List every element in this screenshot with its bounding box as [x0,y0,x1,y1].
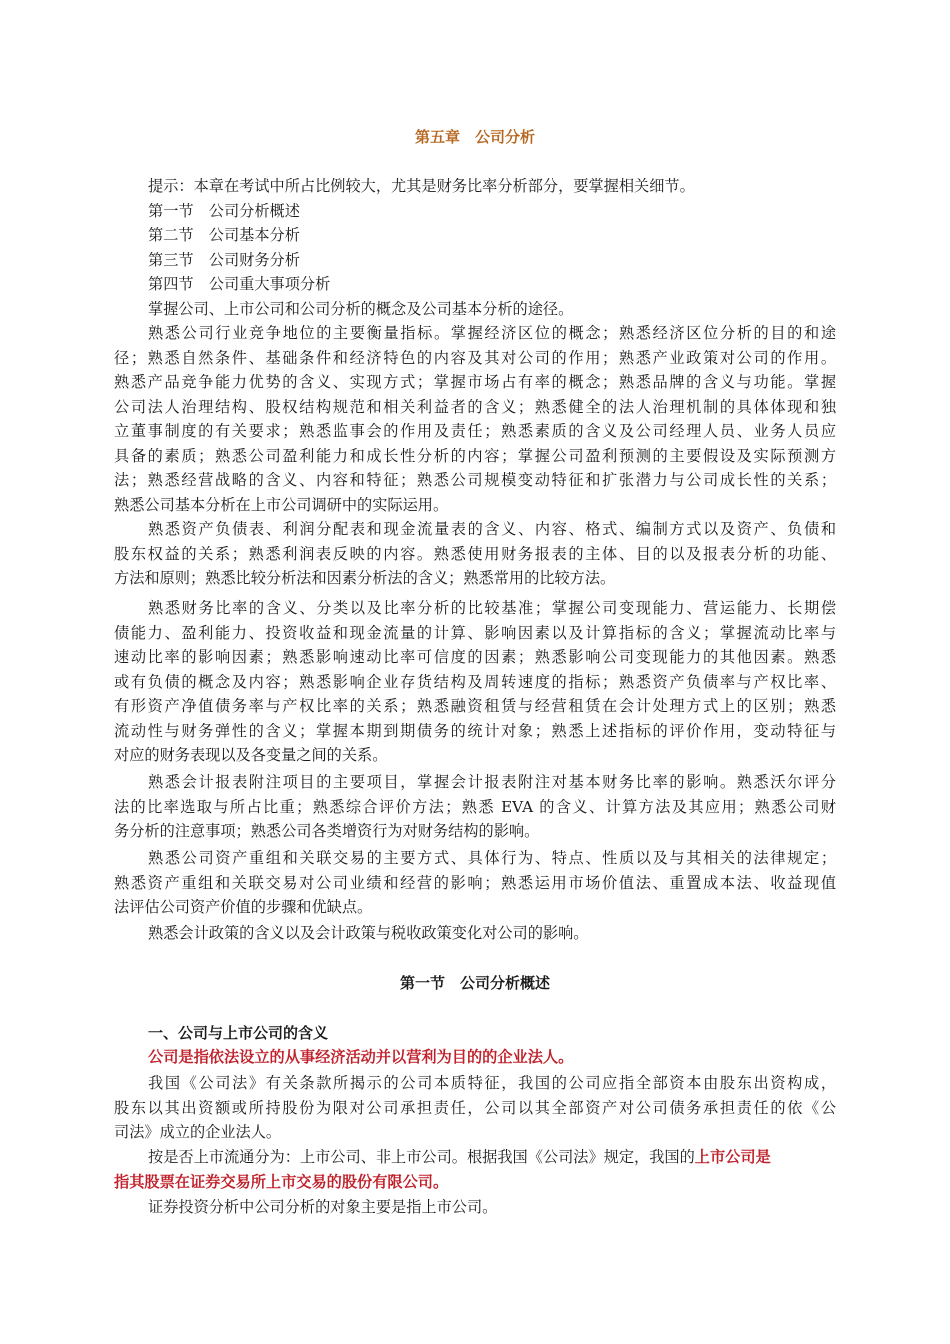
paragraph-line: 熟悉会计政策的含义以及会计政策与税收政策变化对公司的影响。 [148,924,589,942]
intro-section-4: 第四节 公司重大事项分析 [148,275,331,293]
intro-section-2: 第二节 公司基本分析 [148,226,300,244]
paragraph-5 [114,846,836,920]
paragraph-line: 熟悉资产负债表、利润分配表和现金流量表的含义、内容、格式、编制方式以及资产、负债和 [148,520,836,538]
section-title: 第一节 公司分析概述 [399,974,550,992]
highlight-line: 指其股票在证券交易所上市交易的股份有限公司。 [114,1172,449,1191]
intro-goal: 掌握公司、上市公司和公司分析的概念及公司基本分析的途径。 [148,299,574,318]
paragraph-line: 熟悉公司基本分析在上市公司调研中的实际运用。 [114,495,449,514]
paragraph-line: 具备的素质；熟悉公司盈利能力和成长性分析的内容；掌握公司盈利预测的主要假设及实际预测方 [114,446,836,465]
intro-section-3: 第三节 公司财务分析 [148,250,300,269]
paragraph-line: 熟悉公司资产重组和关联交易的主要方式、具体行为、特点、性质以及与其相关的法律规定； [148,849,836,867]
paragraph-line: 司法》成立的企业法人。 [114,1123,282,1141]
paragraph-line: 债能力、盈利能力、投资收益和现金流量的计算、影响因素以及计算指标的含义；掌握流动比率与 [114,623,836,642]
paragraph-3 [114,596,836,768]
paragraph-line: 方法和原则；熟悉比较分析法和因素分析法的含义；熟悉常用的比较方法。 [114,569,616,587]
listed-company-paragraph [114,1145,836,1194]
subsection-heading: 一、公司与上市公司的含义 [148,1024,329,1042]
paragraph-line: 熟悉公司行业竞争地位的主要衡量指标。掌握经济区位的概念；熟悉经济区位分析的目的和途 [148,324,836,342]
paragraph-line: 径；熟悉自然条件、基础条件和经济特色的内容及其对公司的作用；熟悉产业政策对公司的作用。 [114,348,836,367]
analysis-object-paragraph [114,1195,836,1220]
chapter-title: 第五章 公司分析 [414,128,535,146]
plain-text: 按是否上市流通分为：上市公司、非上市公司。根据我国《公司法》规定，我国的 [148,1148,695,1166]
paragraph-line: 股东权益的关系；熟悉利润表反映的内容。熟悉使用财务报表的主体、目的以及报表分析的功能、 [114,544,836,563]
definition-block [114,1045,836,1070]
company-law-paragraph [114,1071,836,1145]
paragraph-line: 务分析的注意事项；熟悉公司各类增资行为对财务结构的影响。 [114,822,540,840]
paragraph-2 [114,517,836,591]
paragraph-line: 证券投资分析中公司分析的对象主要是指上市公司。 [148,1198,498,1216]
paragraph-line: 立董事制度的有关要求；熟悉监事会的作用及责任；熟悉素质的含义及公司经理人员、业务人员应 [114,422,836,440]
paragraph-4 [114,770,836,844]
company-definition: 公司是指依法设立的从事经济活动并以营利为目的的企业法人。 [148,1048,574,1066]
paragraph-line: 熟悉资产重组和关联交易对公司业绩和经营的影响；熟悉运用市场价值法、重置成本法、收益现值 [114,873,836,892]
paragraph-line: 或有负债的概念及内容；熟悉影响企业存货结构及周转速度的指标；熟悉资产负债率与产权比率、 [114,672,836,691]
paragraph-line [114,1145,836,1170]
intro-section-1: 第一节 公司分析概述 [148,201,300,220]
paragraph-line: 股东以其出资额或所持股份为限对公司承担责任，公司以其全部资产对公司债务承担责任的依《公 [114,1098,836,1117]
intro-block [114,174,836,321]
paragraph-line: 公司法人治理结构、股权结构规范和相关利益者的含义；熟悉健全的法人治理机制的具体体现和独 [114,397,836,416]
paragraph-line: 法评估公司资产价值的步骤和优缺点。 [114,898,373,916]
intro-tip: 提示：本章在考试中所占比例较大，尤其是财务比率分析部分，要掌握相关细节。 [148,177,695,195]
paragraph-1 [114,321,836,517]
paragraph-line: 法的比率选取与所占比重；熟悉综合评价方法；熟悉 EVA 的含义、计算方法及其应用；熟悉公司财 [114,797,836,816]
paragraph-line: 有形资产净值债务率与产权比率的关系；熟悉融资租赁与经营租赁在会计处理方式上的区别；熟悉 [114,697,836,715]
paragraph-line: 熟悉会计报表附注项目的主要项目，掌握会计报表附注对基本财务比率的影响。熟悉沃尔评分 [148,773,836,791]
paragraph-line: 流动性与财务弹性的含义；掌握本期到期债务的统计对象；熟悉上述指标的评价作用，变动特征与 [114,721,836,740]
paragraph-line: 熟悉产品竞争能力优势的含义、实现方式；掌握市场占有率的概念；熟悉品牌的含义与功能。掌握 [114,373,836,391]
paragraph-line: 对应的财务表现以及各变量之间的关系。 [114,746,388,764]
paragraph-line: 速动比率的影响因素；熟悉影响速动比率可信度的因素；熟悉影响公司变现能力的其他因素。熟悉 [114,648,836,666]
paragraph-line: 熟悉财务比率的含义、分类以及比率分析的比较基准；掌握公司变现能力、营运能力、长期偿 [148,599,836,617]
highlight-text: 上市公司是 [694,1148,771,1166]
paragraph-line: 法；熟悉经营战略的含义、内容和特征；熟悉公司规模变动特征和扩张潜力与公司成长性的关系； [114,471,836,489]
paragraph-6 [114,921,836,946]
paragraph-line: 我国《公司法》有关条款所揭示的公司本质特征，我国的公司应指全部资本由股东出资构成， [148,1074,836,1092]
